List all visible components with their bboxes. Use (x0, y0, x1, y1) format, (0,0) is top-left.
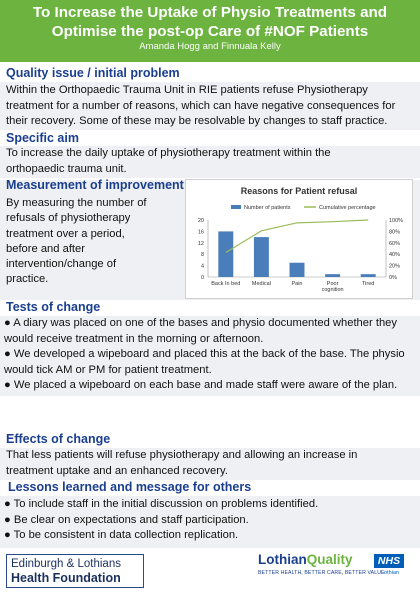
tests-line: ● We placed a wipeboard on each base and made staff were aware of the plan. (4, 379, 398, 391)
legend-bar-label: Number of patients (244, 205, 291, 211)
tests-line: ● We developed a wipeboard and placed this at the back of the base. The physio (4, 348, 405, 360)
y-left-tick-label: 20 (197, 218, 204, 224)
specific-aim-line: orthopaedic trauma unit. (6, 162, 127, 175)
elhf-logo-line-1: Edinburgh & Lothians (11, 558, 121, 570)
tests-line: ● A diary was placed on one of the bases and physio documented whether they (4, 317, 397, 329)
poster-header (0, 0, 420, 62)
measurement-heading: Measurement of improvement (6, 178, 184, 192)
cumulative-line (226, 220, 368, 252)
measurement-text (6, 196, 147, 288)
measurement-line: treatment over a period, (6, 227, 125, 240)
effects-heading: Effects of change (6, 432, 111, 446)
nhs-logo-subtitle: Lothian (380, 570, 400, 576)
y-left-tick-label: 16 (197, 229, 204, 236)
x-tick-label: Back In bed (211, 281, 241, 287)
lessons-line: ● To include staff in the initial discussion on problems identified. (4, 498, 319, 510)
quality-issue-heading: Quality issue / initial problem (6, 66, 180, 80)
lothian-quality-logo (258, 552, 385, 576)
x-tick-label: Poor (326, 281, 339, 287)
y-left-tick-label: 8 (200, 252, 204, 259)
legend-bar-swatch (231, 205, 241, 209)
tests-heading: Tests of change (6, 300, 101, 314)
lothian-quality-part-1: Lothian (258, 552, 307, 567)
bar-poor-cognition (325, 274, 340, 277)
measurement-line: practice. (6, 273, 49, 286)
legend-line-label: Cumulative percentage (319, 205, 376, 211)
y-left-tick-label: 12 (197, 240, 204, 247)
y-right-tick-label: 100% (389, 218, 404, 224)
y-right-tick-label: 0% (389, 275, 397, 281)
specific-aim-heading: Specific aim (6, 131, 79, 145)
lothian-quality-part-2: Quality (306, 552, 353, 567)
measurement-line: intervention/change of (6, 258, 117, 271)
bar-medical (254, 237, 269, 277)
y-left-tick-label: 0 (200, 275, 204, 281)
elhf-logo (6, 554, 144, 588)
x-tick-label: Pain (291, 281, 303, 287)
y-right-tick-label: 60% (389, 240, 401, 247)
nhs-logo: NHS (374, 554, 404, 568)
bar-pain (290, 263, 305, 277)
x-tick-label: cognition (321, 287, 344, 293)
x-tick-label: Tired (362, 281, 375, 287)
specific-aim-text (6, 146, 331, 177)
effects-text (6, 448, 357, 479)
quality-issue-line: their recovery. Some of these may be resolvable by changes to staff practice. (6, 115, 388, 127)
poster-authors: Amanda Hogg and Finnuala Kelly (139, 41, 281, 52)
effects-line: treatment uptake and an enhanced recovery. (6, 464, 228, 477)
refusal-chart-svg (186, 180, 412, 298)
lessons-line: ● Be clear on expectations and staff participation. (4, 513, 249, 526)
quality-issue-text (6, 83, 395, 130)
tests-line: would receive treatment in the morning or afternoon. (4, 332, 264, 345)
specific-aim-line: To increase the daily uptake of physiotherapy treatment within the (6, 147, 331, 159)
quality-issue-line: Within the Orthopaedic Trauma Unit in RIE patients refuse Physiotherapy (6, 84, 368, 96)
lessons-line: ● To be consistent in data collection replication. (4, 529, 239, 541)
lothian-quality-tagline: BETTER HEALTH, BETTER CARE, BETTER VALUE (258, 570, 385, 576)
refusal-chart (185, 179, 413, 299)
chart-title: Reasons for Patient refusal (240, 186, 358, 196)
poster-title-line-1: To Increase the Uptake of Physio Treatments and (32, 4, 388, 21)
poster-title-line-2: Optimise the post-op Care of #NOF Patients (51, 23, 369, 40)
bar-back-in-bed (218, 231, 233, 277)
x-tick-label: Medical (251, 281, 271, 287)
bar-tired (361, 274, 376, 277)
measurement-line: By measuring the number of (6, 197, 147, 209)
y-right-tick-label: 20% (389, 263, 401, 270)
y-left-tick-label: 4 (200, 263, 204, 270)
quality-issue-line: treatment for a number of reasons, which can have negative consequences for (6, 99, 396, 112)
measurement-line: before and after (6, 242, 85, 255)
elhf-logo-line-2: Health Foundation (11, 571, 121, 585)
lessons-heading: Lessons learned and message for others (8, 480, 252, 494)
measurement-line: refusals of physiotherapy (6, 212, 131, 225)
lessons-text (4, 497, 318, 544)
y-right-tick-label: 80% (389, 229, 401, 236)
footer-logos (0, 548, 420, 593)
tests-text (4, 316, 405, 394)
tests-line: would tick AM or PM for patient treatment. (4, 363, 212, 376)
y-right-tick-label: 40% (389, 252, 401, 259)
effects-line: That less patients will refuse physiotherapy and allowing an increase in (6, 449, 358, 461)
